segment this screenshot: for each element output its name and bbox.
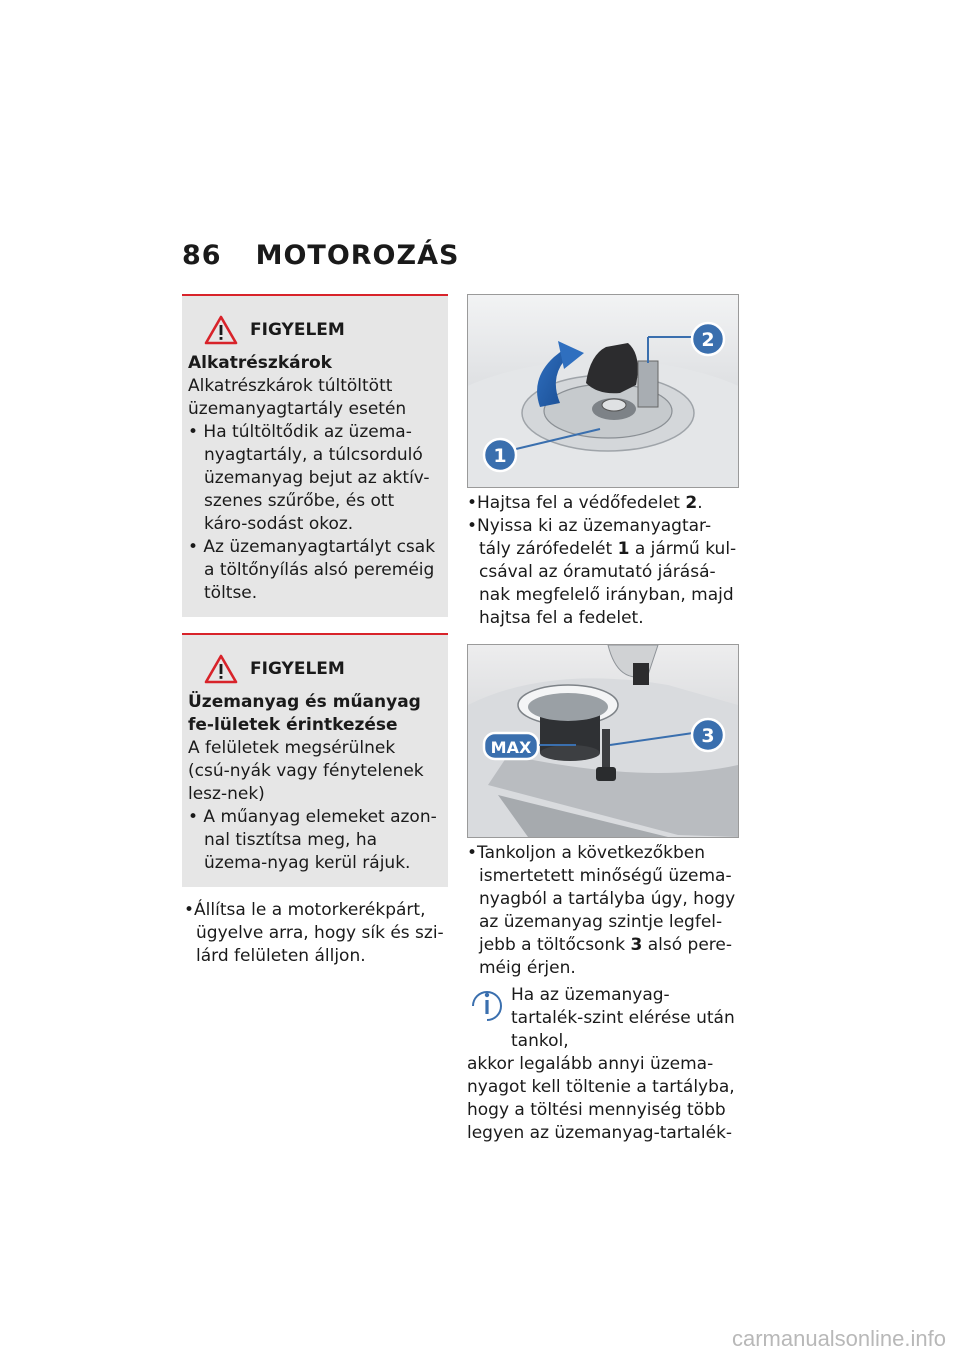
warning-header xyxy=(204,310,442,350)
step-text: •Tankoljon a következőkben ismertetett minőségű üzema-nyagból a tartályba úgy, hogy az üzemanyag szintje legfel-jebb a töltőcsonk xyxy=(467,843,736,955)
instruction-park: •Állítsa le a motorkerékpárt, ügyelve arra, hogy sík és szi-lárd felületen álljon. xyxy=(184,900,444,966)
figure-fuel-level xyxy=(467,644,739,838)
step-ref: 2 xyxy=(685,493,698,513)
left-column xyxy=(182,294,448,968)
step xyxy=(467,515,739,630)
step-text: . xyxy=(697,493,703,513)
right-column xyxy=(467,294,739,1145)
step xyxy=(467,492,739,515)
warning-bullet: • Az üzemanyagtartályt csak a töltőnyílás alsó pereméig töltse. xyxy=(188,537,436,603)
warning-label: FIGYELEM xyxy=(250,319,345,340)
warning-label: FIGYELEM xyxy=(250,658,345,679)
info-text-first: Ha az üzemanyag-tartalék-szint elérése után tankol, xyxy=(511,985,735,1051)
step-text: •Nyissa ki az üzemanyagtar-tály zárófedelét xyxy=(467,516,712,559)
warning-box-parts xyxy=(182,294,448,617)
step-text: •Hajtsa fel a védőfedelet xyxy=(467,493,686,513)
warning-title: Üzemanyag és műanyag fe-lületek érintkezése xyxy=(188,692,421,735)
watermark: carmanualsonline.info xyxy=(731,1326,946,1351)
warning-triangle-icon xyxy=(204,653,238,685)
step xyxy=(467,842,739,980)
figure-fuel-cap xyxy=(467,294,739,488)
max-label: MAX xyxy=(490,738,532,757)
step-ref: 1 xyxy=(617,539,630,559)
fuel-cap-illustration xyxy=(468,295,738,487)
info-text-rest: akkor legalább annyi üzema-nyagot kell töltenie a tartályba, hogy a töltési mennyiség több legyen az üzemanyag-tartalék- xyxy=(467,1054,735,1143)
warning-triangle-icon xyxy=(204,314,238,346)
info-note xyxy=(467,984,739,1145)
steps-open-cap xyxy=(467,492,739,630)
callout-3: 3 xyxy=(701,725,715,747)
warning-text-line: Alkatrészkárok túltöltött xyxy=(188,376,393,396)
steps-refuel xyxy=(467,842,739,980)
warning-title: Alkatrészkárok xyxy=(188,353,332,373)
warning-bullet: • Ha túltöltődik az üzema-nyagtartály, a túlcsorduló üzemanyag bejut az aktív-szenes szűrőbe, és ott káro-sodást okoz. xyxy=(188,422,430,534)
warning-text: A felületek megsérülnek (csú-nyák vagy fénytelenek lesz-nek) xyxy=(188,738,424,804)
warning-text-line: üzemanyagtartály esetén xyxy=(188,399,407,419)
callout-1: 1 xyxy=(493,445,507,467)
callout-2: 2 xyxy=(701,329,715,351)
chapter-title: MOTOROZÁS xyxy=(255,240,460,271)
warning-bullet: • A műanyag elemeket azon-nal tisztítsa meg, ha üzema-nyag kerül rájuk. xyxy=(188,807,437,873)
warning-header xyxy=(204,649,442,689)
step-text: a jármű kul-csával az óramutató járásá-nak megfelelő irányban, majd hajtsa fel a fedelet. xyxy=(479,539,737,628)
step-ref: 3 xyxy=(630,935,643,955)
page-number: 86 xyxy=(182,240,222,271)
page-header xyxy=(182,240,459,271)
step-text: alsó pere-méig érjen. xyxy=(479,935,732,978)
info-icon xyxy=(467,984,511,1053)
warning-box-surfaces xyxy=(182,633,448,887)
fuel-filler-illustration xyxy=(468,645,738,837)
